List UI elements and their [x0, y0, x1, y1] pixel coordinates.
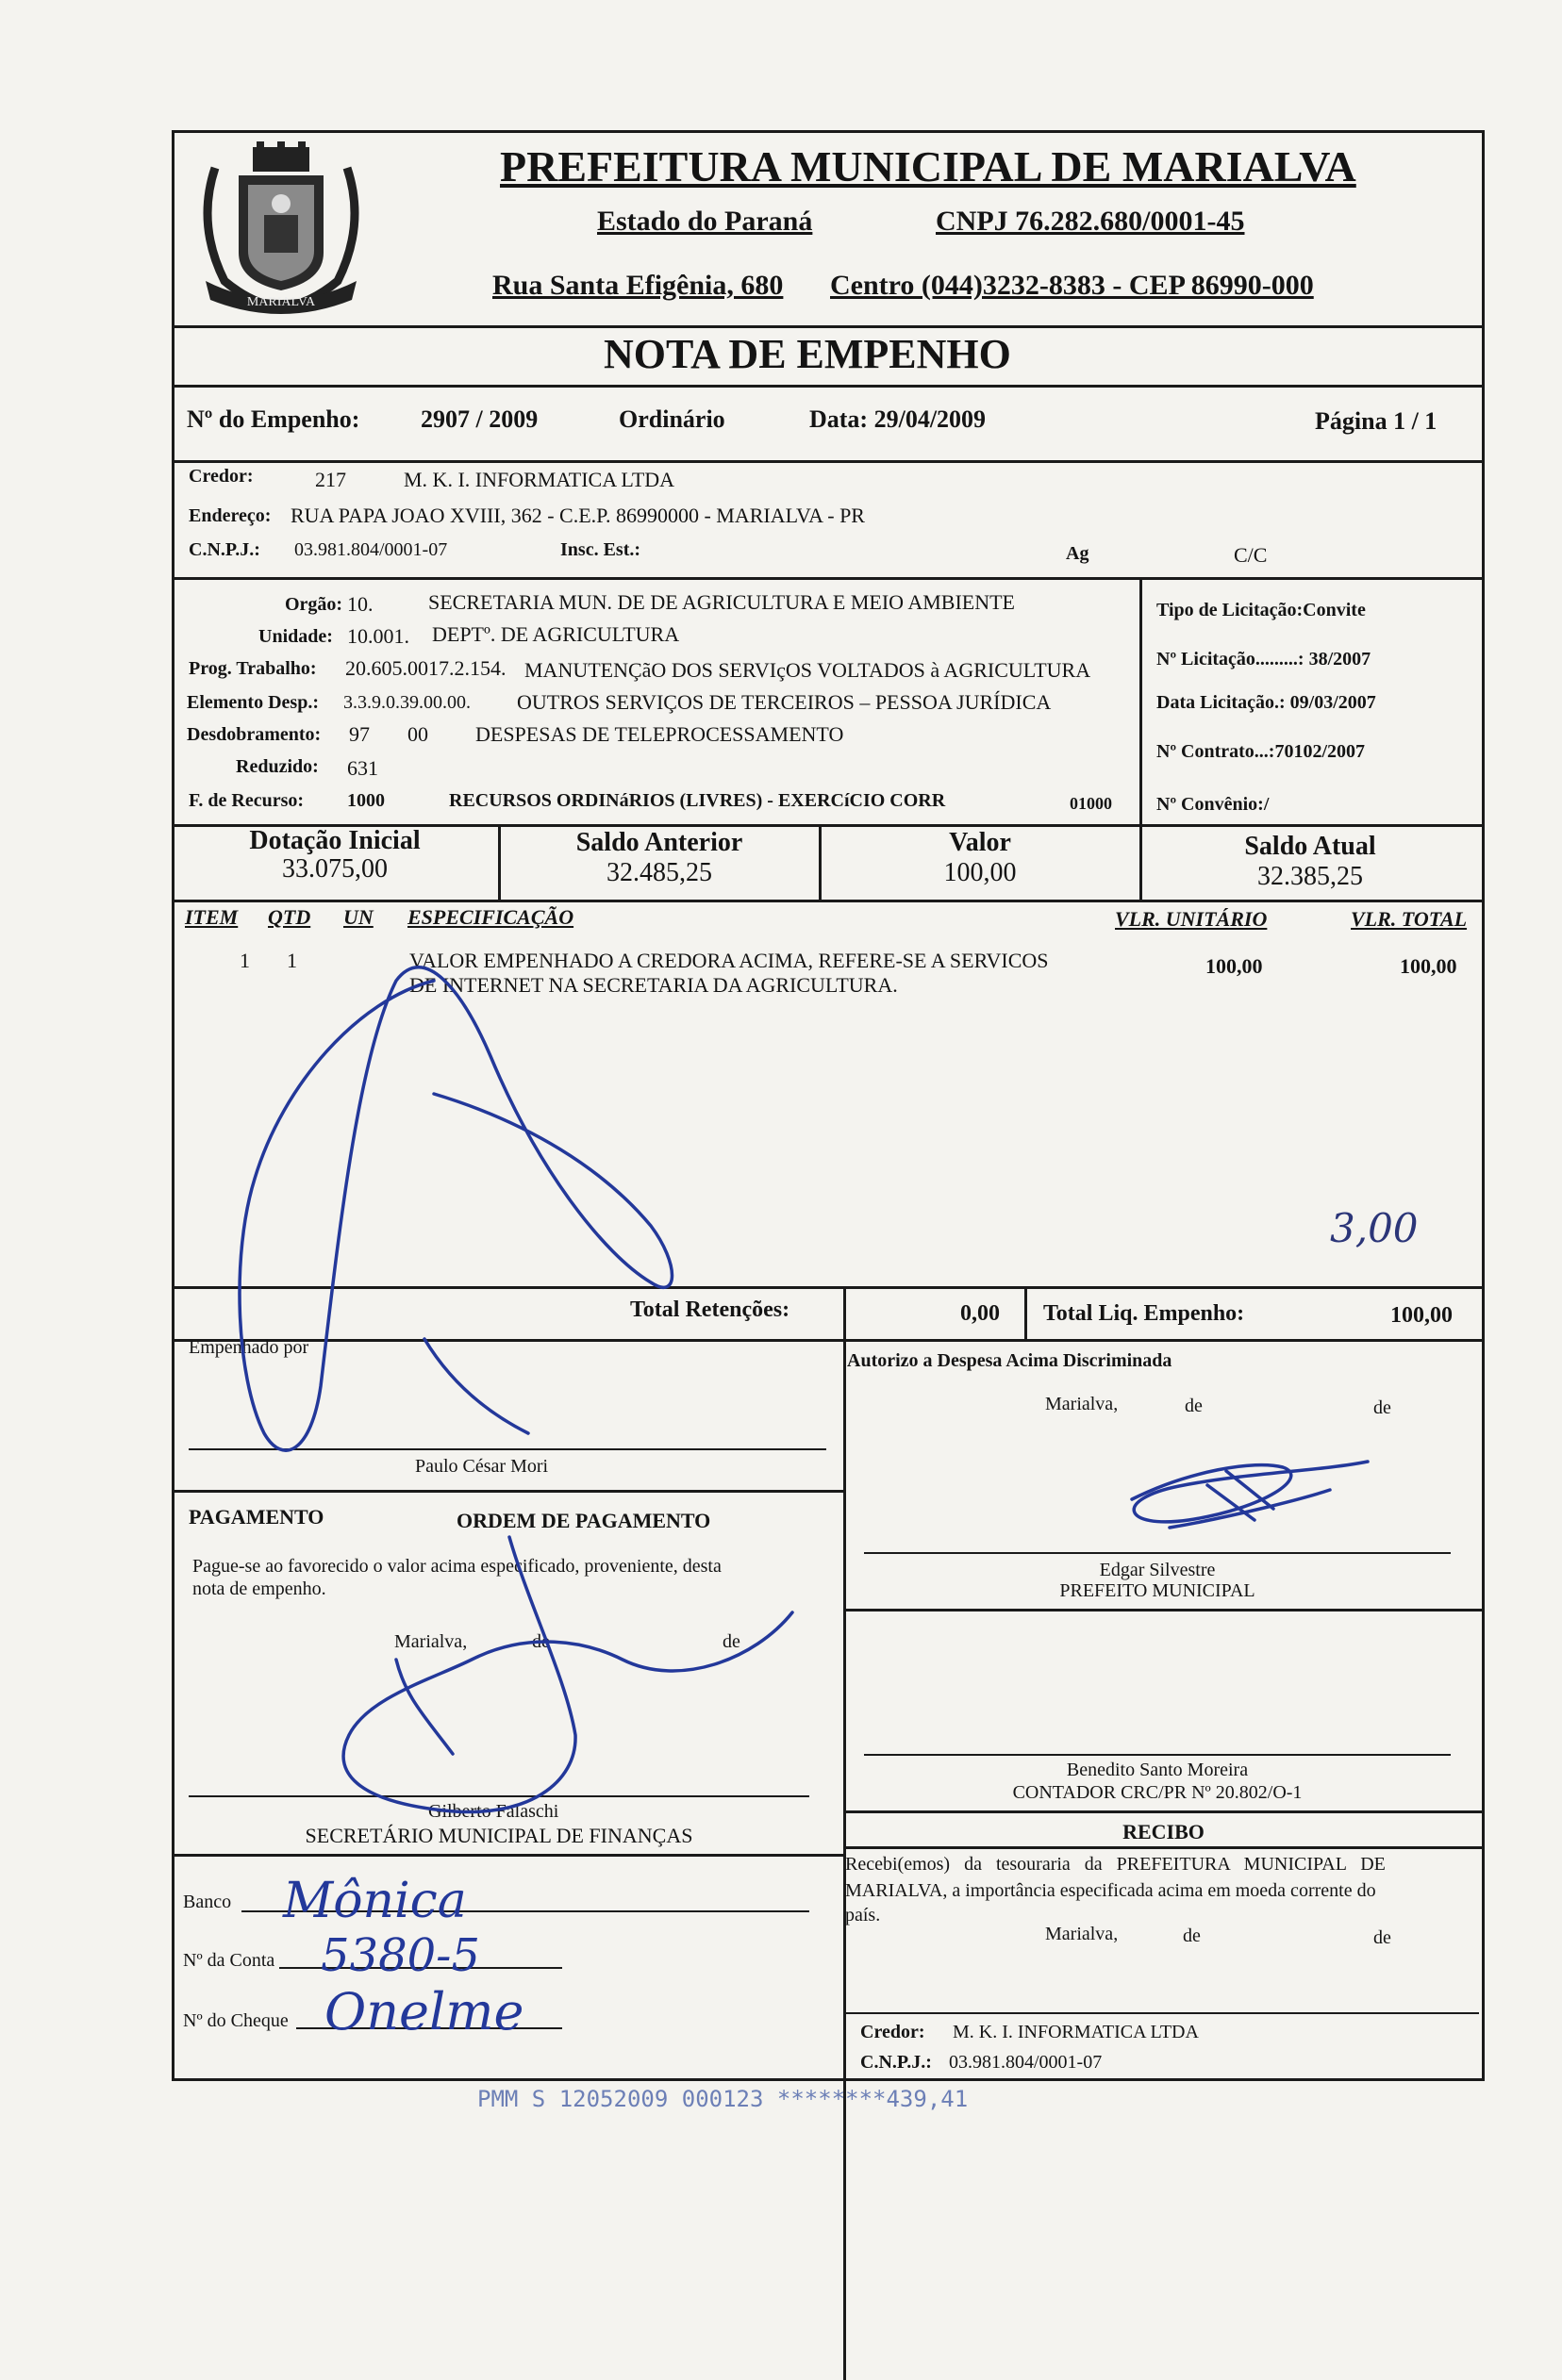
col-unit-header: VLR. UNITÁRIO [1115, 907, 1268, 931]
prog-label: Prog. Trabalho: [189, 658, 317, 679]
pagamento-signer: Gilberto Falaschi [428, 1801, 559, 1822]
item-spec-line1: VALOR EMPENHADO A CREDORA ACIMA, REFERE-SE A SERVICOS [409, 949, 1049, 972]
credor-code: 217 [315, 468, 346, 491]
prefeito-signature-icon [1132, 1462, 1368, 1528]
empenho-number: 2907 / 2009 [421, 405, 539, 433]
banco-label: Banco [183, 1892, 232, 1912]
unidade-desc: DEPTº. DE AGRICULTURA [432, 622, 680, 646]
prog-code: 20.605.0017.2.154. [345, 656, 507, 680]
empenho-date: Data: 29/04/2009 [809, 405, 987, 433]
autorizo-signer: Edgar Silvestre [1099, 1560, 1216, 1580]
header-street: Rua Santa Efigênia, 680 [492, 270, 784, 301]
desdob-b: 00 [407, 722, 428, 746]
recibo-cnpj-value: 03.981.804/0001-07 [949, 2052, 1103, 2073]
cnpj-label: C.N.P.J.: [189, 539, 260, 560]
credor-label: Credor: [189, 466, 254, 487]
col-total-header: VLR. TOTAL [1351, 907, 1468, 931]
col-un-header: UN [343, 905, 374, 929]
reduzido-label: Reduzido: [236, 756, 319, 777]
item-total-value: 100,00 [1400, 954, 1457, 978]
cc-label: C/C [1234, 543, 1268, 567]
recibo-city: Marialva, [1045, 1924, 1119, 1944]
empenho-label: Nº do Empenho: [187, 405, 360, 433]
autorizo-label: Autorizo a Despesa Acima Discriminada [847, 1350, 1172, 1371]
empenhado-label: Empenhado por [189, 1337, 309, 1358]
recibo-text-line3: país. [845, 1905, 881, 1925]
col-spec-header: ESPECIFICAÇÃO [407, 905, 574, 929]
document-title: NOTA DE EMPENHO [604, 331, 1011, 377]
handwritten-note: 3,00 [1330, 1205, 1419, 1251]
recibo-de2: de [1373, 1927, 1391, 1948]
saldo-anterior-label: Saldo Anterior [575, 828, 743, 857]
orgao-desc: SECRETARIA MUN. DE DE AGRICULTURA E MEIO AMBIENTE [428, 590, 1015, 614]
saldo-anterior-value: 32.485,25 [607, 858, 712, 887]
col-item-header: ITEM [185, 905, 239, 929]
valor-label: Valor [949, 828, 1011, 857]
orgao-label: Orgão: [285, 594, 343, 615]
recibo-de1: de [1183, 1925, 1201, 1946]
pagamento-text-line1: Pague-se ao favorecido o valor acima especificado, proveniente, desta [192, 1556, 722, 1577]
pagamento-de1: de [532, 1631, 550, 1652]
state-name: Estado do Paraná [597, 206, 813, 237]
page-number: Página 1 / 1 [1315, 407, 1437, 435]
cheque-label: Nº do Cheque [183, 2010, 289, 2031]
item-number: 1 [240, 949, 250, 972]
numero-convenio: Nº Convênio:/ [1156, 794, 1270, 815]
item-unit-value: 100,00 [1205, 954, 1263, 978]
saldo-atual-label: Saldo Atual [1244, 832, 1376, 861]
autorizo-de2: de [1373, 1397, 1391, 1418]
credor-cnpj: 03.981.804/0001-07 [294, 539, 448, 560]
cheque-handwritten: Onelme [324, 1982, 524, 2041]
desdob-label: Desdobramento: [187, 724, 322, 745]
credor-address: RUA PAPA JOAO XVIII, 362 - C.E.P. 86990000 - MARIALVA - PR [291, 504, 865, 527]
autorizo-city: Marialva, [1045, 1394, 1119, 1414]
conta-label: Nº da Conta [183, 1950, 275, 1971]
item-qtd: 1 [287, 949, 297, 972]
item-spec-line2: DE INTERNET NA SECRETARIA DA AGRICULTURA. [409, 973, 898, 997]
recibo-label: RECIBO [1122, 1820, 1205, 1843]
col-qtd-header: QTD [268, 905, 311, 929]
payment-stamp: PMM S 12052009 000123 ********439,41 [477, 2086, 969, 2112]
pagamento-de2: de [723, 1631, 740, 1652]
elemento-code: 3.3.9.0.39.00.00. [343, 692, 471, 713]
recurso-fonte-code: 01000 [1070, 794, 1112, 813]
contador-role: CONTADOR CRC/PR Nº 20.802/O-1 [1012, 1782, 1303, 1803]
empenho-type: Ordinário [619, 405, 725, 433]
header-district: Centro (044)3232-8383 - CEP 86990-000 [830, 270, 1314, 301]
recibo-credor-label: Credor: [860, 2022, 925, 2042]
data-licitacao: Data Licitação.: 09/03/2007 [1156, 692, 1376, 713]
recurso-label: F. de Recurso: [189, 790, 305, 811]
empenhado-signature-icon [240, 967, 673, 1450]
prog-desc: MANUTENÇãO DOS SERVIçOS VOLTADOS à AGRICULTURA [524, 658, 1091, 682]
page-title: PREFEITURA MUNICIPAL DE MARIALVA [500, 142, 1356, 190]
unidade-code: 10.001. [347, 624, 409, 648]
valor-value: 100,00 [943, 858, 1017, 887]
crest-banner-text: MARIALVA [246, 295, 316, 309]
pagamento-city: Marialva, [394, 1631, 468, 1652]
saldo-atual-value: 32.385,25 [1257, 862, 1363, 891]
pagamento-label: PAGAMENTO [189, 1505, 324, 1529]
autorizo-de1: de [1185, 1396, 1203, 1416]
dotacao-label: Dotação Inicial [249, 826, 421, 855]
pagamento-text-line2: nota de empenho. [192, 1578, 326, 1599]
unidade-label: Unidade: [258, 626, 333, 647]
desdob-desc: DESPESAS DE TELEPROCESSAMENTO [475, 722, 844, 746]
tipo-licitacao: Tipo de Licitação:Convite [1156, 600, 1366, 620]
reduzido-code: 631 [347, 756, 378, 780]
empenhado-signer: Paulo César Mori [415, 1456, 549, 1477]
header-cnpj: CNPJ 76.282.680/0001-45 [936, 206, 1245, 237]
pagamento-role: SECRETÁRIO MUNICIPAL DE FINANÇAS [305, 1824, 693, 1847]
contador-signer: Benedito Santo Moreira [1066, 1760, 1249, 1780]
liquido-value: 100,00 [1390, 1303, 1453, 1328]
credor-name: M. K. I. INFORMATICA LTDA [404, 468, 675, 491]
elemento-desc: OUTROS SERVIÇOS DE TERCEIROS – PESSOA JURÍDICA [517, 690, 1052, 714]
recibo-text-line1: Recebi(emos) da tesouraria da PREFEITURA MUNICIPAL DE [845, 1854, 1386, 1875]
numero-contrato: Nº Contrato...:70102/2007 [1156, 741, 1366, 762]
retencoes-value: 0,00 [960, 1301, 1000, 1326]
orgao-code: 10. [347, 592, 374, 616]
secretario-signature-icon [343, 1537, 792, 1812]
conta-handwritten: 5380-5 [321, 1929, 480, 1982]
recibo-credor-name: M. K. I. INFORMATICA LTDA [953, 2022, 1199, 2042]
autorizo-role: PREFEITO MUNICIPAL [1059, 1580, 1255, 1601]
ag-label: Ag [1066, 543, 1089, 564]
insc-label: Insc. Est.: [560, 539, 641, 560]
numero-licitacao: Nº Licitação.........: 38/2007 [1156, 649, 1371, 669]
dotacao-value: 33.075,00 [282, 854, 388, 884]
elemento-label: Elemento Desp.: [187, 692, 319, 713]
endereco-label: Endereço: [189, 505, 272, 526]
ordem-pagamento-label: ORDEM DE PAGAMENTO [457, 1509, 711, 1532]
banco-handwritten: Mônica [283, 1873, 467, 1929]
recibo-cnpj-label: C.N.P.J.: [860, 2052, 932, 2073]
recurso-desc: RECURSOS ORDINáRIOS (LIVRES) - EXERCíCIO CORR [449, 790, 946, 811]
retencoes-label: Total Retenções: [630, 1297, 790, 1322]
desdob-a: 97 [349, 722, 370, 746]
recibo-text-line2: MARIALVA, a importância especificada acima em moeda corrente do [845, 1880, 1376, 1901]
recurso-code: 1000 [347, 790, 385, 811]
liquido-label: Total Liq. Empenho: [1043, 1301, 1245, 1326]
